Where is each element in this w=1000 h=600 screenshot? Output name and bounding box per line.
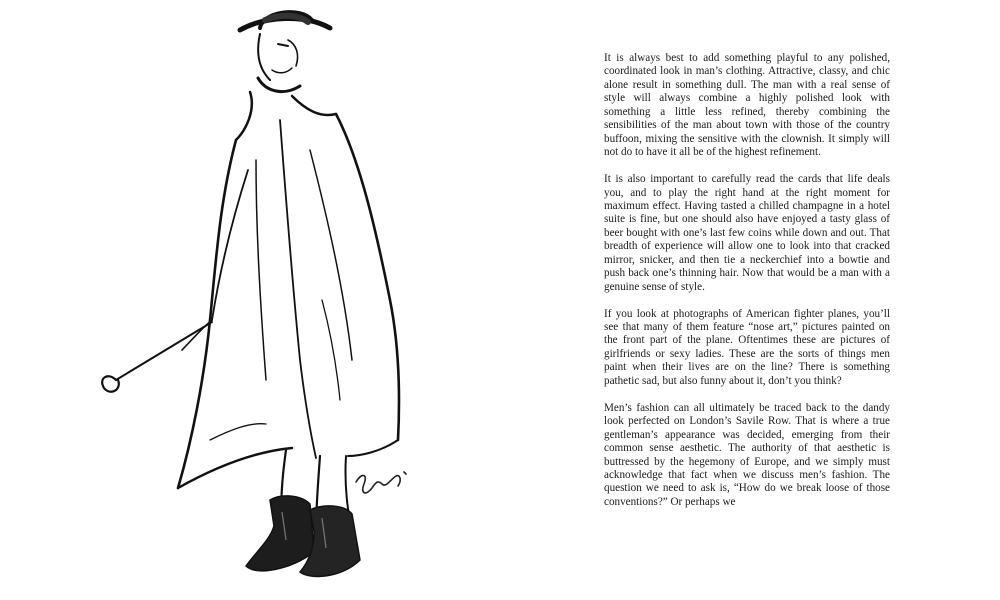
paragraph-1: It is always best to add something playful to any polished, coordinated look in man’s clothing. Attractive, classy, and chic alone result in something dull. The man with a real sense of style will always combine a highly polished look with something a little less refined, thereby combining the sensibilities of the man about town with those of the country buffoon, mixing the sensitive with the clownish. It simply will not do to have it all be of the highest refinement. — [604, 52, 890, 159]
paragraph-2: It is also important to carefully read the cards that life deals you, and to play the right hand at the right moment for maximum effect. Having tasted a chilled champagne in a hotel suite is fine, but one should also have enjoyed a tasty glass of beer bought with one’s last few coins while down and out. That breadth of experience will allow one to look into that cracked mirror, snicker, and then tie a neckerchief into a bowtie and push back one’s thinning hair. Now that would be a man with a genuine sense of style. — [604, 173, 890, 293]
body-text-column — [604, 52, 890, 523]
ink-sketch-figure — [60, 0, 500, 600]
man-in-coat-illustration — [60, 0, 500, 600]
signature-mark — [352, 462, 412, 502]
paragraph-4: Men’s fashion can all ultimately be traced back to the dandy look perfected on London’s Savile Row. That is where a true gentleman’s appearance was decided, emerging from their common sense aesthetic. The authority of that aesthetic is buttressed by the hegemony of Europe, and we simply must acknowledge that fact when we discuss men’s fashion. The question we need to ask is, “How do we break loose of those conventions?” Or perhaps we — [604, 401, 890, 508]
artist-signature — [352, 462, 412, 502]
paragraph-3: If you look at photographs of American fighter planes, you’ll see that many of them feature “nose art,” pictures painted on the front part of the plane. Oftentimes these are pictures of girlfriends or sexy ladies. These are the sorts of things men paint when their lives are on the line? There is something pathetic sad, but also funny about it, don’t you think? — [604, 307, 890, 387]
